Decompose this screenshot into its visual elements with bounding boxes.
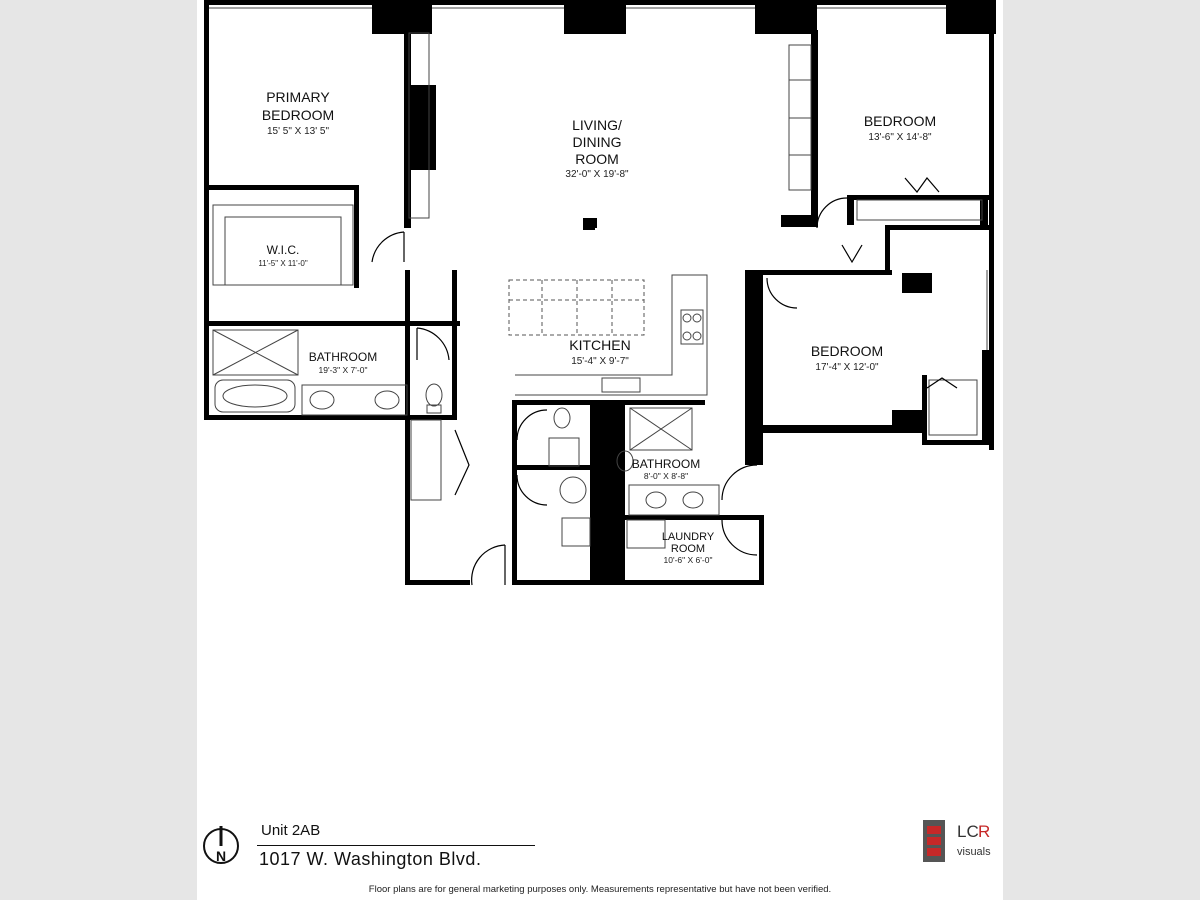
brand-name-accent: R — [978, 822, 991, 841]
north-letter: N — [215, 848, 227, 864]
room-dimensions: 32'-0" X 19'-8" — [565, 169, 629, 180]
room-dimensions: 17'-4" X 12'-0" — [815, 362, 879, 373]
room-label-living-dining — [565, 117, 629, 180]
floor-plan-sheet — [197, 0, 1003, 900]
room-name: LAUNDRY — [661, 531, 715, 543]
room-name: ROOM — [670, 543, 706, 555]
room-name: DINING — [572, 134, 622, 150]
room-dimensions: 8'-0" X 8'-8" — [643, 471, 689, 481]
disclaimer-text: Floor plans are for general marketing purposes only. Measurements representative but have not been verified. — [368, 884, 832, 895]
room-label-primary-bedroom — [262, 89, 334, 137]
brand-logo — [923, 818, 1003, 868]
room-label-laundry — [662, 531, 715, 565]
room-name: BEDROOM — [810, 343, 884, 359]
brand-name: LC — [957, 822, 979, 841]
room-dimensions: 10'-6" X 6'-0" — [663, 555, 713, 565]
room-dimensions: 11'-5" X 11'-0" — [258, 259, 308, 268]
footer-divider — [257, 845, 535, 846]
room-label-kitchen — [569, 337, 630, 367]
room-name: KITCHEN — [569, 337, 631, 353]
exterior-walls — [204, 0, 996, 585]
address-label: 1017 W. Washington Blvd. — [259, 849, 482, 869]
room-name: ROOM — [575, 151, 619, 167]
floor-plan-drawing — [197, 0, 1003, 820]
room-name: BEDROOM — [261, 107, 335, 123]
room-dimensions: 15'-4" X 9'-7" — [571, 356, 629, 367]
room-name: BATHROOM — [308, 350, 378, 364]
unit-label: Unit 2AB — [261, 822, 321, 839]
brand-mark-icon — [923, 820, 945, 862]
room-name: BATHROOM — [631, 457, 701, 471]
room-name: BEDROOM — [863, 113, 937, 129]
room-dimensions: 13'-6" X 14'-8" — [868, 132, 932, 143]
room-label-bedroom-e — [811, 343, 883, 373]
room-name: PRIMARY — [266, 89, 330, 105]
room-label-bathroom-2 — [632, 457, 700, 481]
north-arrow-icon — [201, 822, 241, 868]
room-dimensions: 15' 5" X 13' 5" — [266, 126, 330, 137]
room-dimensions: 19'-3" X 7'-0" — [318, 365, 368, 375]
room-name: LIVING/ — [572, 117, 622, 133]
room-label-bedroom-ne — [864, 113, 936, 143]
room-label-wic — [258, 243, 308, 268]
brand-subtitle: visuals — [957, 846, 991, 858]
room-name: W.I.C. — [266, 243, 300, 257]
room-label-primary-bathroom — [309, 350, 377, 375]
